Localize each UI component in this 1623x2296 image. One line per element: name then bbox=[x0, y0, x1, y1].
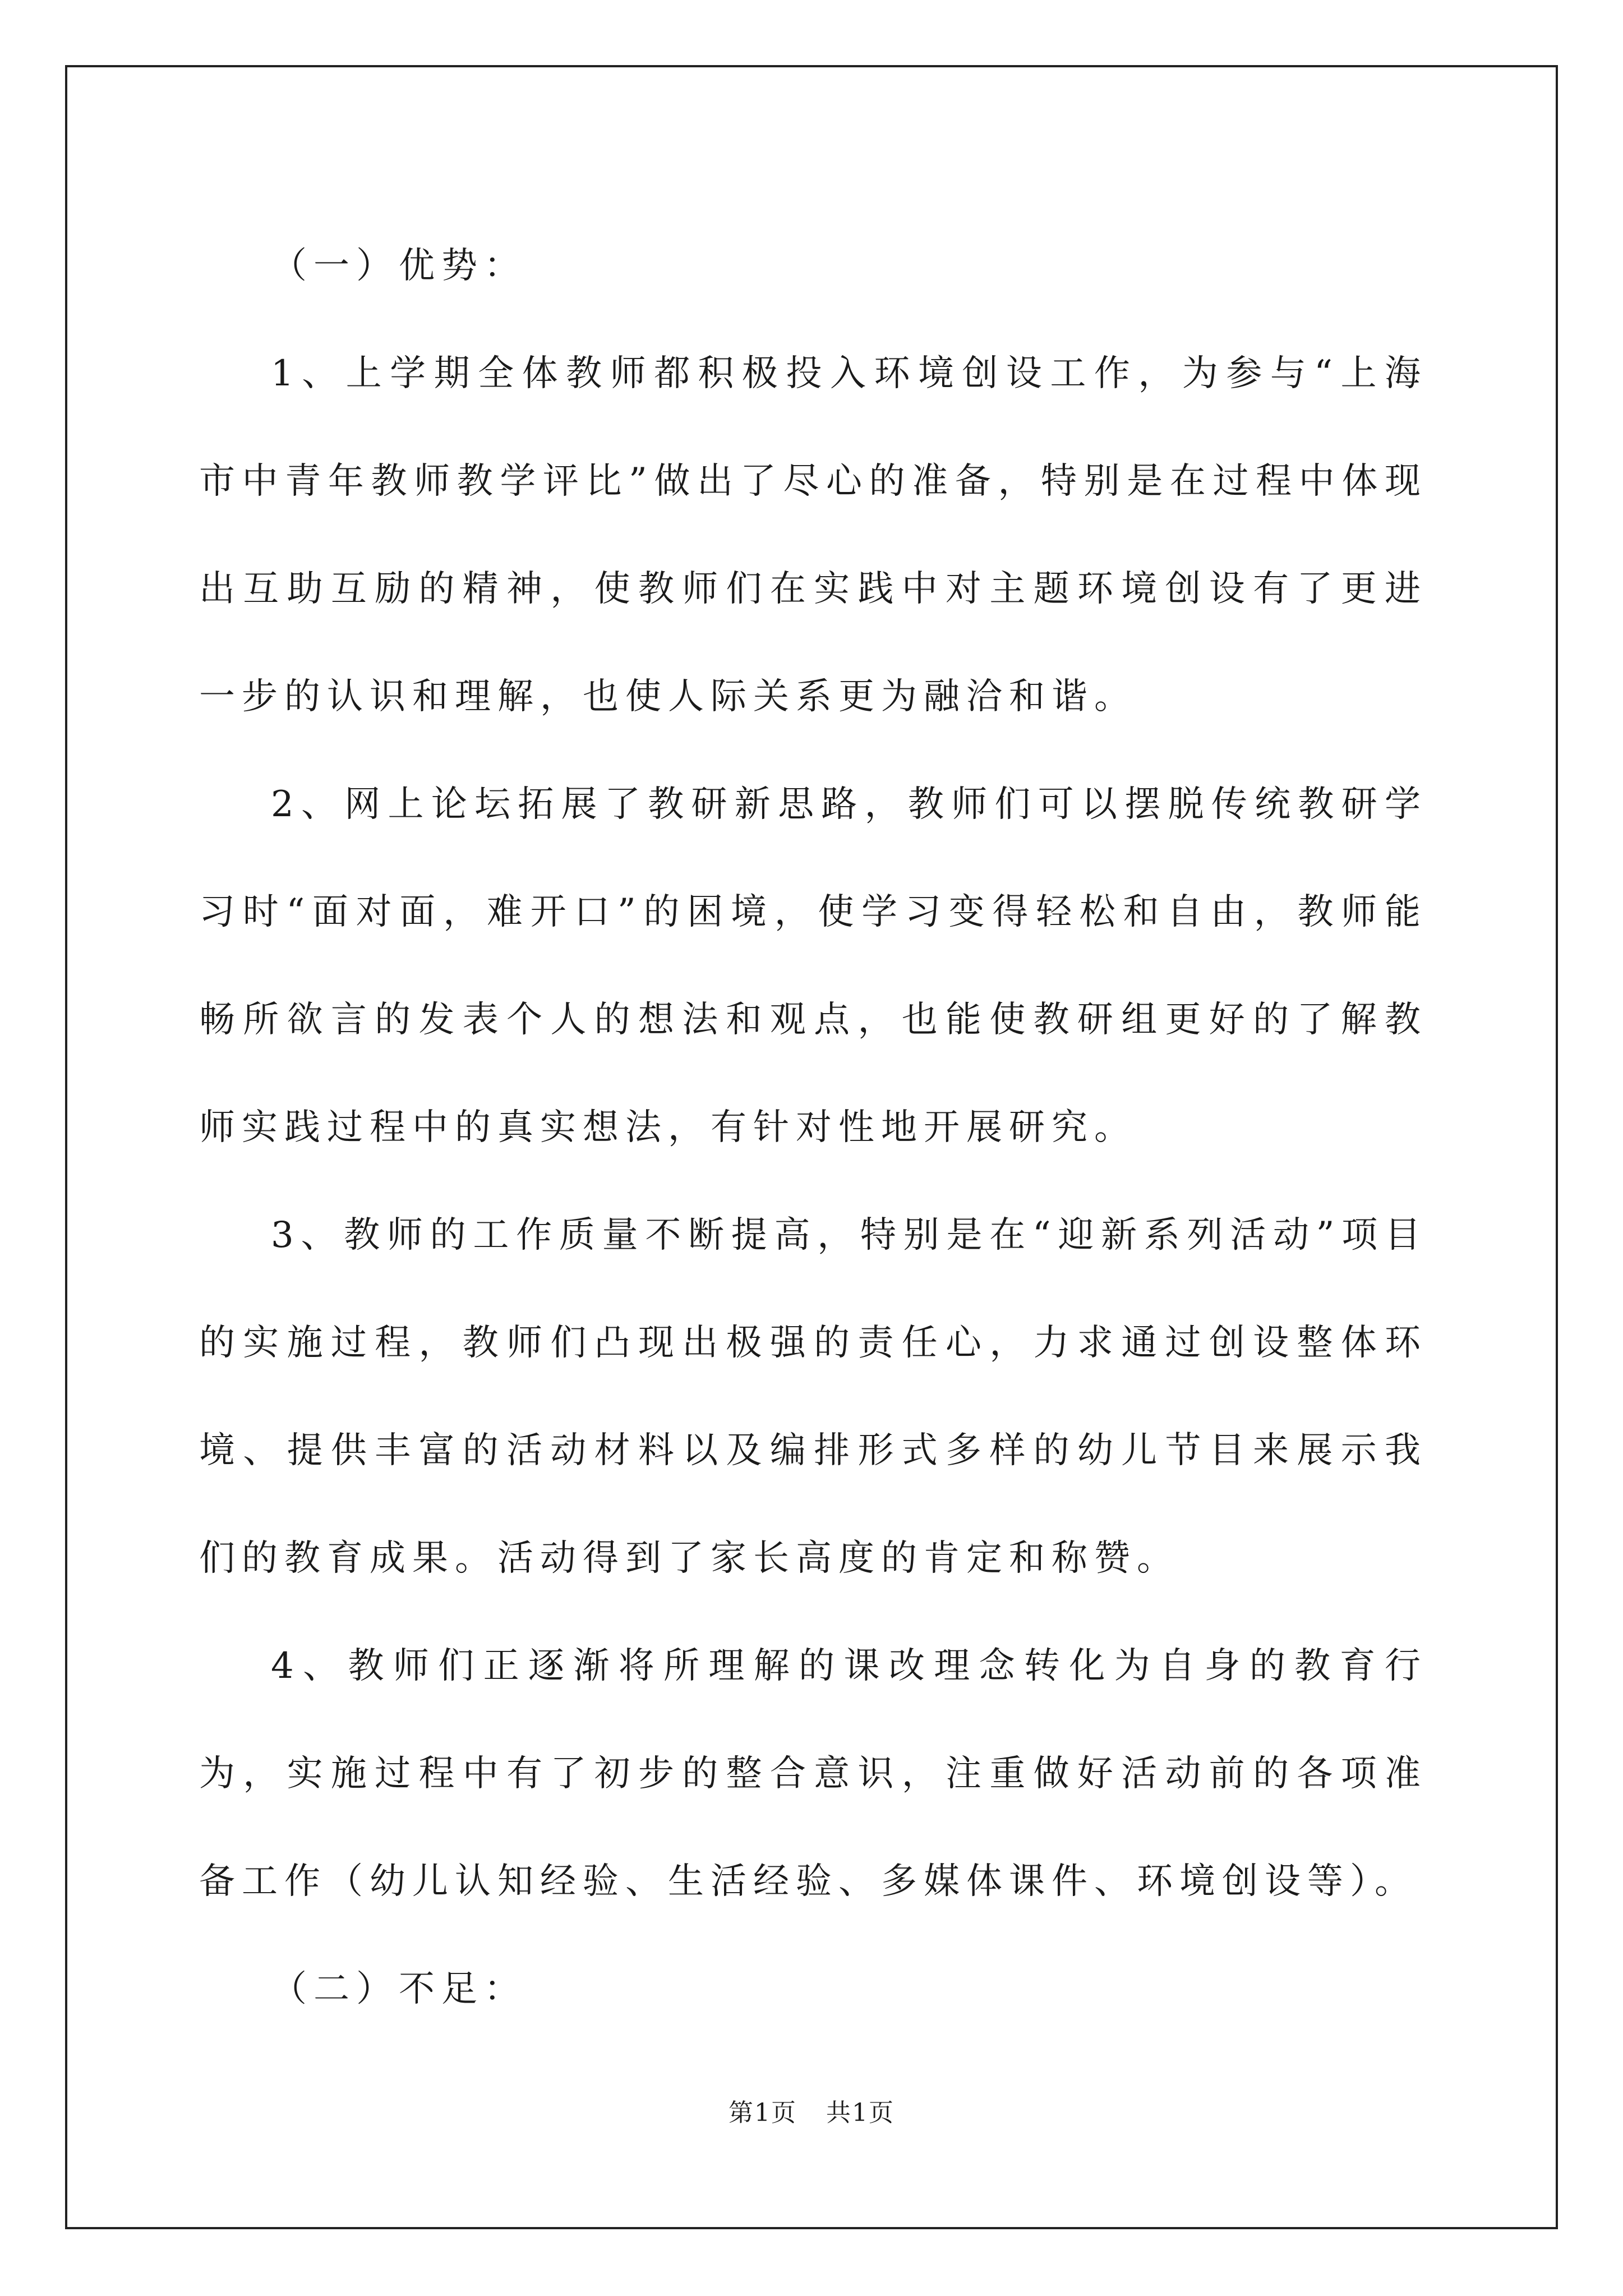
page-footer bbox=[0, 2092, 1623, 2128]
shortcomings-heading: （二）不足： bbox=[271, 1968, 527, 2010]
page-number-total: 共1页 bbox=[826, 2099, 895, 2127]
paragraph-point-2: 2、网上论坛拓展了教研新思路，教师们可以摆脱传统教研学习时“面对面，难开口”的困境，使学习变得轻松和自由，教师能畅所欲言的发表个人的想法和观点，也能使教研组更好的了解教师实践过程中的真实想法，有针对性地开展研究。 bbox=[199, 784, 1427, 1148]
paragraph-point-3: 3、教师的工作质量不断提高，特别是在“迎新系列活动”项目的实施过程，教师们凸现出极强的责任心，力求通过创设整体环境、提供丰富的活动材料以及编排形式多样的幼儿节目来展示我们的教育成果。活动得到了家长高度的肯定和称赞。 bbox=[199, 1214, 1427, 1579]
document-body bbox=[199, 212, 1427, 2043]
advantages-heading: （一）优势： bbox=[271, 245, 527, 287]
paragraph-point-4: 4、教师们正逐渐将所理解的课改理念转化为自身的教育行为，实施过程中有了初步的整合意识，注重做好活动前的各项准备工作（幼儿认知经验、生活经验、多媒体课件、环境创设等）。 bbox=[199, 1645, 1427, 1902]
page-number-current: 第1页 bbox=[728, 2099, 797, 2127]
paragraph-point-1: 1、上学期全体教师都积极投入环境创设工作，为参与“上海市中青年教师教学评比”做出了尽心的准备，特别是在过程中体现出互助互励的精神，使教师们在实践中对主题环境创设有了更进一步的认识和理解，也使人际关系更为融洽和谐。 bbox=[199, 353, 1427, 717]
